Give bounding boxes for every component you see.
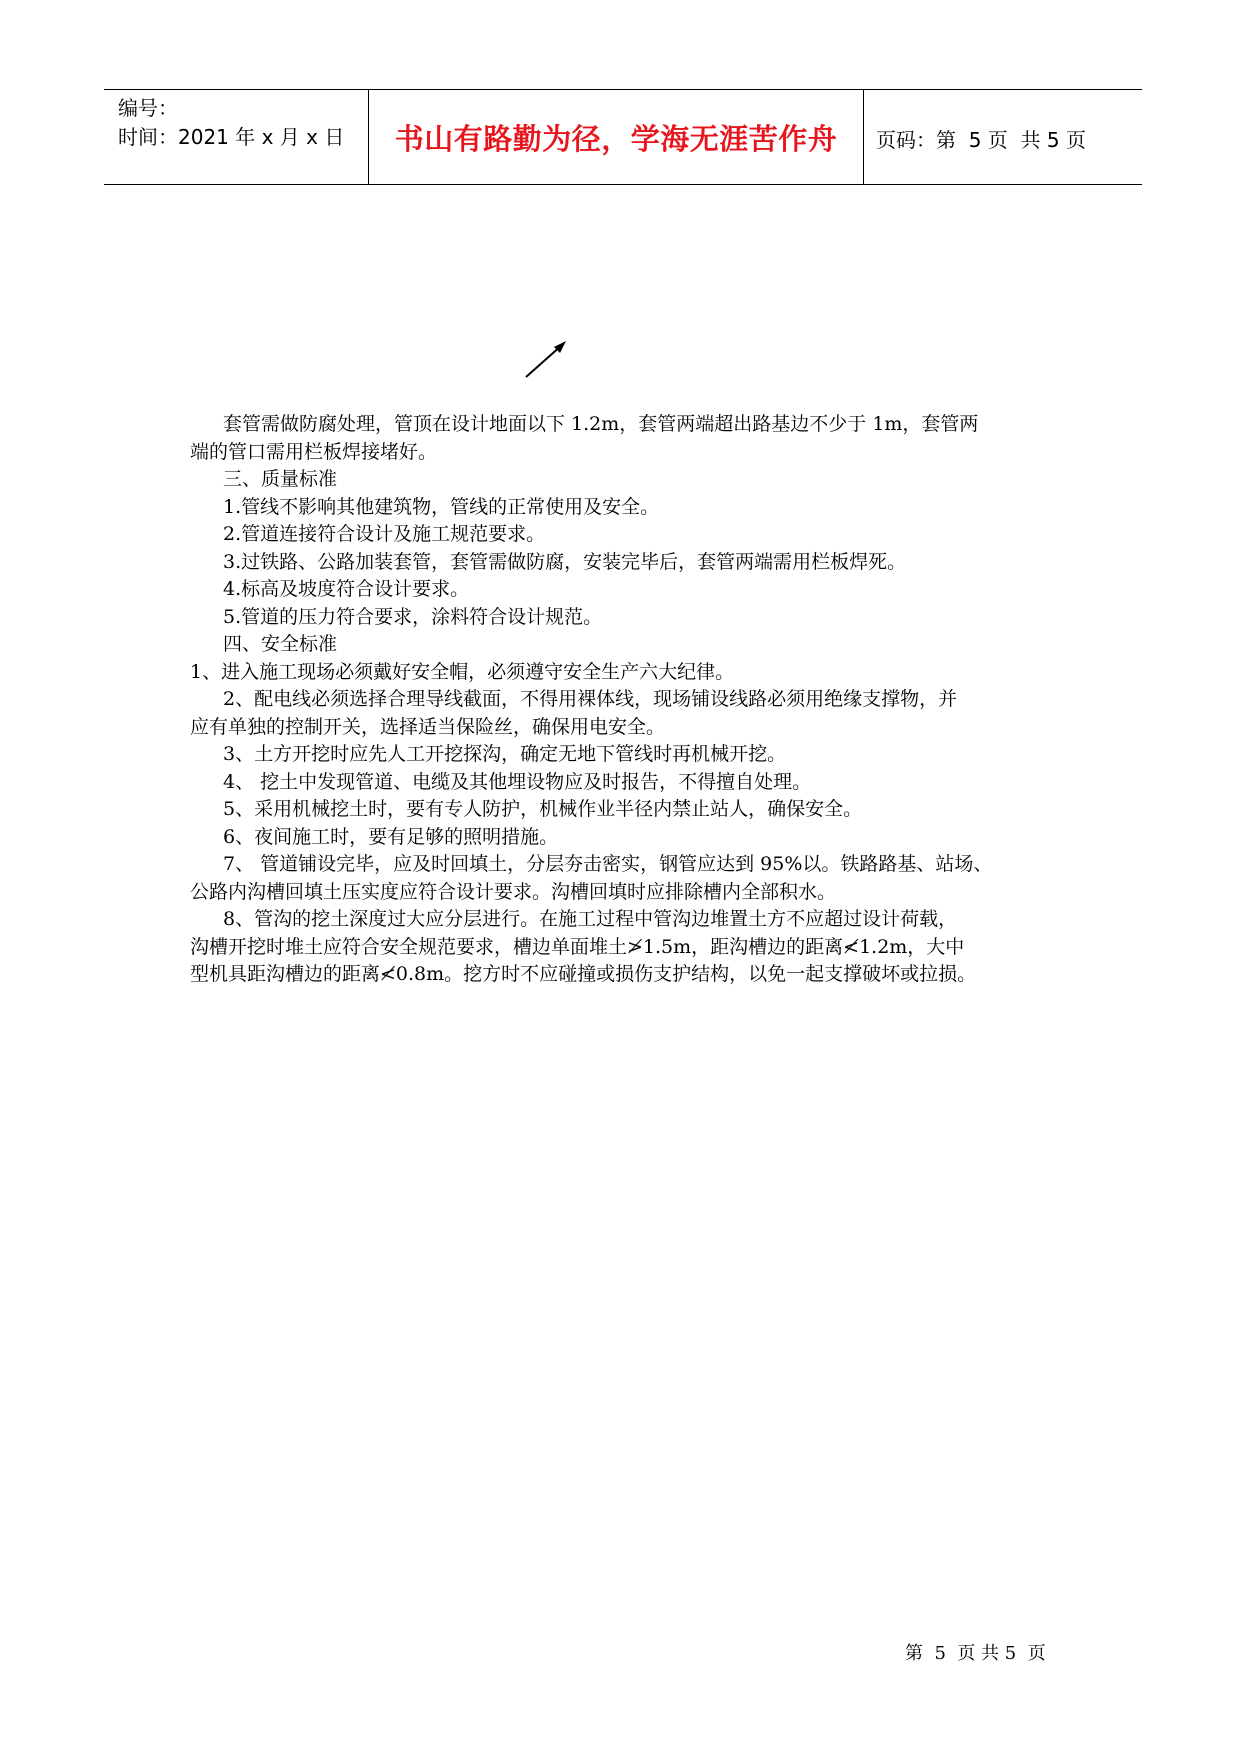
body-line: 4.标高及坡度符合设计要求。: [223, 578, 470, 600]
body-line: 3.过铁路、公路加装套管，套管需做防腐，安装完毕后，套管两端需用栏板焊死。: [223, 550, 907, 573]
body-line: 沟槽开挖时堆土应符合安全规范要求，槽边单面堆土≯1.5m，距沟槽边的距离≮1.2m，大中: [190, 935, 965, 958]
body-line: 1.管线不影响其他建筑物，管线的正常使用及安全。: [223, 495, 660, 518]
page-header: [104, 89, 1142, 185]
arrow-icon: [524, 339, 568, 379]
body-line: 3、土方开挖时应先人工开挖探沟，确定无地下管线时再机械开挖。: [223, 743, 787, 765]
body-line: 4、 挖土中发现管道、电缆及其他埋设物应及时报告，不得擅自处理。: [223, 770, 812, 793]
document-body: [190, 411, 1070, 989]
body-line: 2、配电线必须选择合理导线截面，不得用裸体线，现场铺设线路必须用绝缘支撑物，并: [223, 688, 958, 710]
body-line: 8、管沟的挖土深度过大应分层进行。在施工过程中管沟边堆置土方不应超过设计荷载，: [223, 908, 958, 930]
page-footer: 第 5 页 共 5 页: [905, 1643, 1046, 1664]
body-line: 1、进入施工现场必须戴好安全帽，必须遵守安全生产六大纪律。: [190, 660, 735, 683]
header-motto: 书山有路勤为径，学海无涯苦作舟: [394, 122, 838, 156]
header-middle-cell: [369, 90, 864, 184]
body-line: 5.管道的压力符合要求，涂料符合设计规范。: [223, 605, 603, 628]
body-line: 型机具距沟槽边的距离≮0.8m。挖方时不应碰撞或损伤支护结构，以免一起支撑破坏或拉损。: [190, 963, 977, 985]
body-line: 7、 管道铺设完毕，应及时回填土，分层夯击密实，钢管应达到 95%以。铁路路基、站场、: [223, 853, 993, 875]
document-time-label: 时间：2021 年 x 月 x 日: [118, 125, 345, 149]
body-line: 应有单独的控制开关，选择适当保险丝，确保用电安全。: [190, 715, 666, 738]
body-line: 四、安全标准: [223, 633, 338, 655]
body-line: 套管需做防腐处理，管顶在设计地面以下 1.2m，套管两端超出路基边不少于 1m，套管两: [223, 413, 979, 435]
body-line: 三、质量标准: [223, 468, 338, 490]
body-line: 6、夜间施工时，要有足够的照明措施。: [223, 825, 559, 848]
header-right-cell: [864, 90, 1142, 184]
header-page-number: 页码：第 5 页 共 5 页: [876, 128, 1086, 152]
body-line: 2.管道连接符合设计及施工规范要求。: [223, 523, 546, 545]
body-line: 5、采用机械挖土时，要有专人防护，机械作业半径内禁止站人，确保安全。: [223, 798, 863, 820]
body-line: 公路内沟槽回填土压实度应符合设计要求。沟槽回填时应排除槽内全部积水。: [190, 880, 837, 903]
body-line: 端的管口需用栏板焊接堵好。: [190, 440, 438, 463]
document-number-label: 编号：: [118, 96, 178, 120]
header-left-cell: [104, 90, 369, 184]
